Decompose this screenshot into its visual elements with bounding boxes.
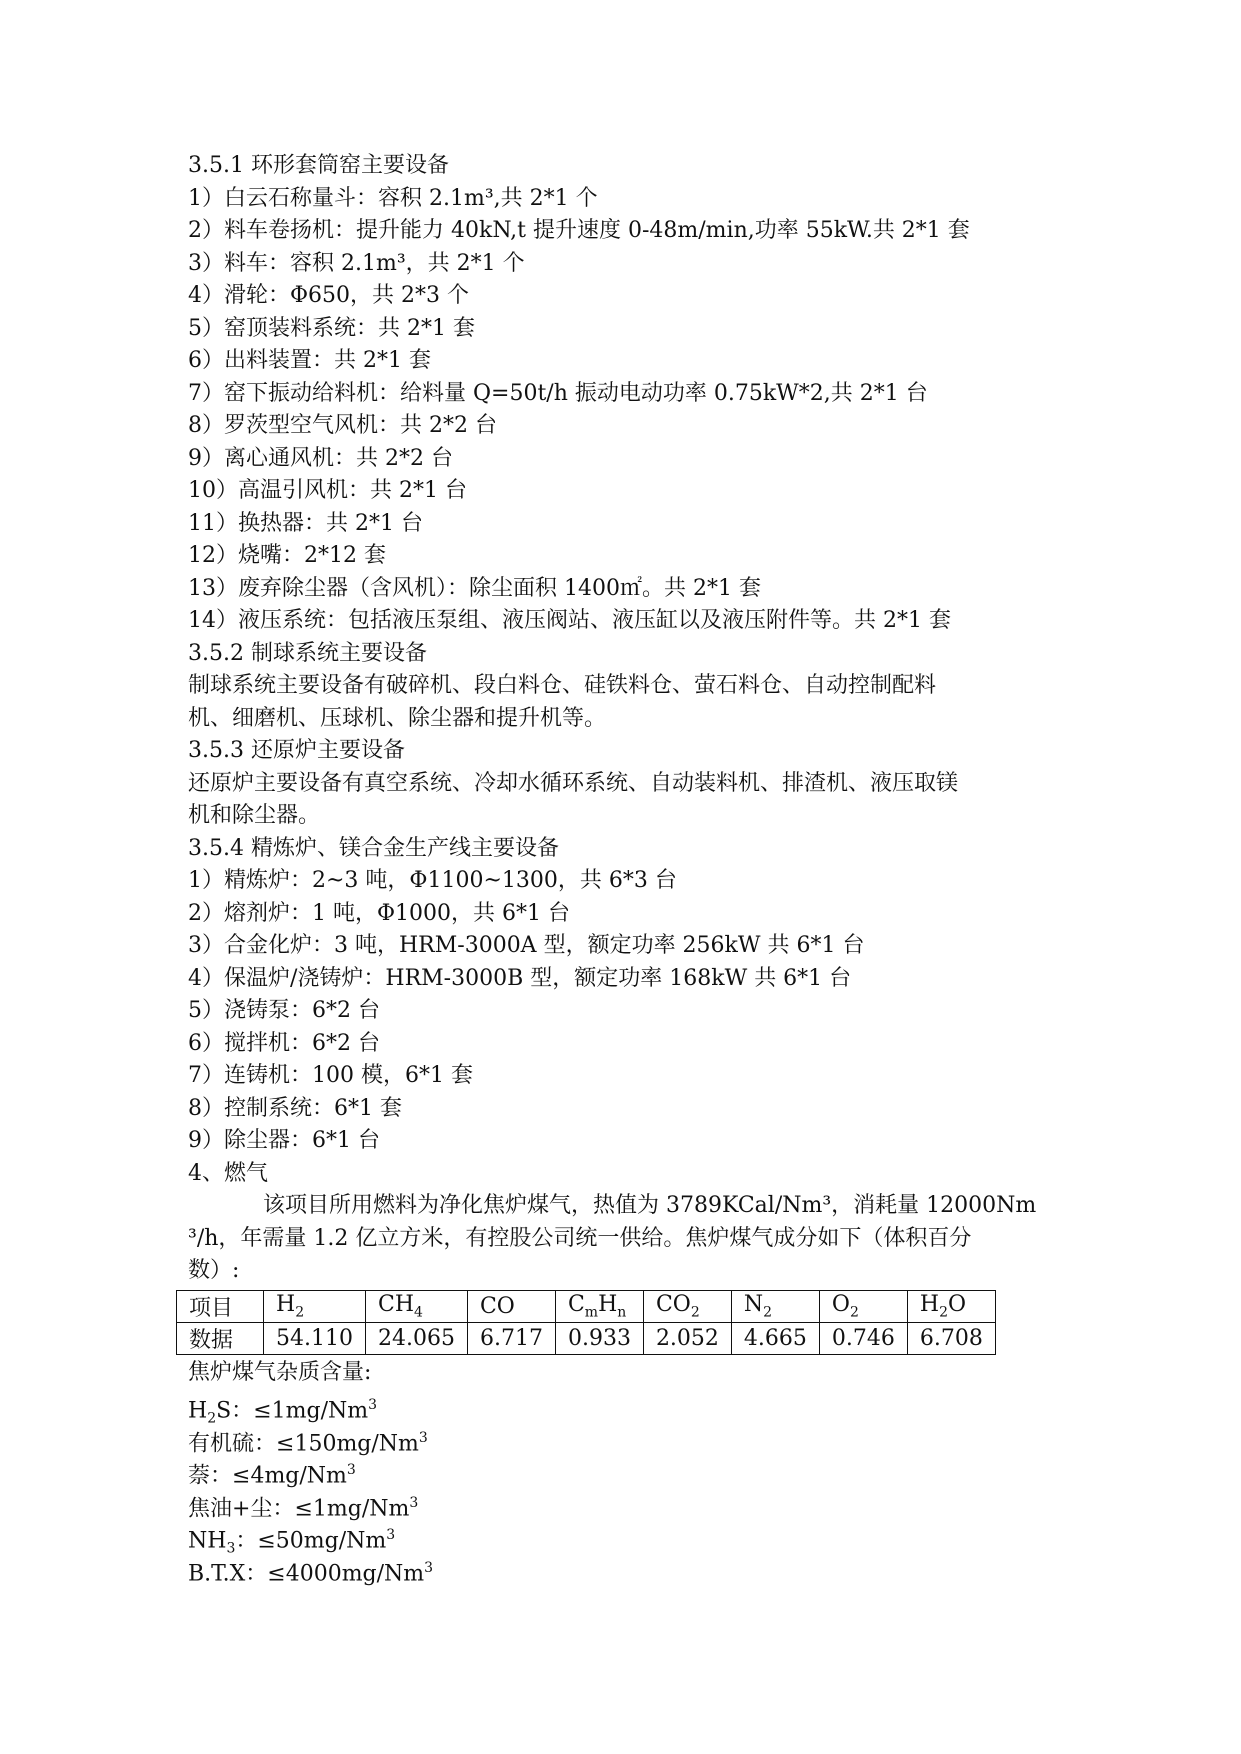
table-row-label: 数据 — [177, 1322, 264, 1354]
formula-base: CO — [479, 1293, 515, 1319]
formula-sub: m — [584, 1304, 599, 1321]
table-cell: 6.717 — [467, 1322, 555, 1354]
formula-sub: 3 — [226, 1540, 236, 1557]
formula-sub: 2 — [295, 1304, 305, 1321]
impurity-label: B.T.X： — [188, 1560, 268, 1586]
formula-sub: 2 — [690, 1304, 700, 1321]
table-header-label: 项目 — [177, 1290, 264, 1322]
list-item — [188, 1422, 1088, 1455]
impurity-label: 有机硫： — [188, 1430, 277, 1456]
section-heading-3-5-1: 3.5.1 环形套筒窑主要设备 — [188, 153, 449, 178]
table-cell: 54.110 — [264, 1322, 366, 1354]
impurity-label: S： — [216, 1398, 254, 1424]
impurity-label: 焦油+尘： — [188, 1495, 295, 1521]
impurity-list — [188, 1389, 1088, 1584]
list-item — [188, 1454, 1088, 1487]
table-cell: 4.665 — [731, 1322, 819, 1354]
table-header-cell — [555, 1290, 643, 1322]
paragraph-3-5-2: 制球系统主要设备有破碎机、段白料仓、硅铁料仓、萤石料仓、自动控制配料机、细磨机、压球机、除尘器和提升机等。 — [188, 673, 937, 731]
gas-composition-table — [176, 1290, 996, 1355]
impurity-label: 萘： — [188, 1463, 233, 1489]
document-page — [188, 150, 1088, 1584]
table-header-cell — [264, 1290, 366, 1322]
list-item: 6）搅拌机：6*2 台 — [188, 1030, 380, 1056]
table-cell: 0.746 — [819, 1322, 907, 1354]
paragraph-line: 数）: — [188, 1258, 240, 1283]
list-item: 1）精炼炉：2~3 吨，Φ1100~1300，共 6*3 台 — [188, 868, 677, 893]
list-item: 13）废弃除尘器（含风机）：除尘面积 1400㎡。共 2*1 套 — [188, 575, 761, 601]
impurity-heading: 焦炉煤气杂质含量: — [188, 1359, 372, 1385]
formula-base: H — [919, 1291, 940, 1317]
formula-base: O — [948, 1291, 967, 1317]
list-item — [188, 1519, 1088, 1557]
list-item — [188, 1552, 1088, 1585]
list-item: 3）料车：容积 2.1m³，共 2*1 个 — [188, 250, 525, 276]
formula-base: O — [831, 1291, 850, 1317]
unit-sup: 3 — [418, 1429, 428, 1446]
table-header-row — [177, 1290, 996, 1322]
list-item: 2）熔剂炉：1 吨，Φ1000，共 6*1 台 — [188, 900, 570, 926]
list-item: 7）窑下振动给料机：给料量 Q=50t/h 振动电动功率 0.75kW*2,共 2*1 台 — [188, 380, 928, 406]
table-header-cell — [907, 1290, 995, 1322]
list-item: 2）料车卷扬机：提升能力 40kN,t 提升速度 0-48m/min,功率 55kW.共 2*1 套 — [188, 218, 970, 243]
list-item: 5）浇铸泵：6*2 台 — [188, 998, 380, 1023]
equipment-list-3-5-1 — [188, 183, 1088, 638]
table-cell: 6.708 — [907, 1322, 995, 1354]
impurity-value: ≤150mg/Nm — [276, 1430, 419, 1456]
gas-paragraph — [188, 1190, 1088, 1288]
list-item: 1）白云石称量斗：容积 2.1m³,共 2*1 个 — [188, 185, 598, 211]
formula-base: CH — [377, 1291, 415, 1317]
list-item: 11）换热器：共 2*1 台 — [188, 510, 423, 536]
list-item: 5）窑顶装料系统：共 2*1 套 — [188, 315, 475, 341]
list-item: 6）出料装置：共 2*1 套 — [188, 348, 431, 373]
list-item: 12）烧嘴：2*12 套 — [188, 543, 386, 568]
section-heading-3-5-3: 3.5.3 还原炉主要设备 — [188, 738, 405, 763]
formula-base: H — [598, 1291, 618, 1317]
table-cell: 24.065 — [365, 1322, 467, 1354]
list-item: 7）连铸机：100 模，6*1 套 — [188, 1063, 473, 1088]
formula-base: H — [276, 1291, 296, 1317]
paragraph-line: 该项目所用燃料为净化焦炉煤气，热值为 3789KCal/Nm³，消耗量 12000Nm — [263, 1193, 1037, 1218]
formula-sub: 2 — [763, 1304, 773, 1321]
section-heading-3-5-2: 3.5.2 制球系统主要设备 — [188, 640, 427, 666]
list-item: 3）合金化炉：3 吨，HRM-3000A 型，额定功率 256kW 共 6*1 台 — [188, 933, 865, 958]
formula-base: N — [743, 1291, 764, 1317]
formula-sub: n — [617, 1304, 627, 1321]
table-header-cell — [819, 1290, 907, 1322]
list-item: 14）液压系统：包括液压泵组、液压阀站、液压缸以及液压附件等。共 2*1 套 — [188, 608, 951, 633]
impurity-value: ≤1mg/Nm — [294, 1495, 410, 1521]
equipment-list-3-5-4 — [188, 865, 1088, 1158]
unit-sup: 3 — [409, 1494, 419, 1511]
list-item: 10）高温引风机：共 2*1 台 — [188, 478, 467, 503]
table-row — [177, 1322, 996, 1354]
impurity-value: ≤4000mg/Nm — [267, 1560, 425, 1586]
impurity-value: ≤50mg/Nm — [257, 1528, 387, 1554]
formula-base: H — [188, 1398, 208, 1424]
section-heading-4: 4、燃气 — [188, 1160, 268, 1186]
list-item: 9）除尘器：6*1 台 — [188, 1128, 380, 1153]
formula-sub: 4 — [414, 1304, 423, 1321]
list-item: 8）罗茨型空气风机：共 2*2 台 — [188, 413, 497, 438]
formula-sub: 2 — [939, 1304, 948, 1321]
formula-base: CO — [655, 1291, 691, 1317]
impurity-label: ： — [235, 1528, 258, 1554]
table-cell: 0.933 — [555, 1322, 643, 1354]
list-item — [188, 1389, 1088, 1427]
paragraph-3-5-3: 还原炉主要设备有真空系统、冷却水循环系统、自动装料机、排渣机、液压取镁机和除尘器。 — [188, 770, 959, 828]
unit-sup: 3 — [386, 1527, 396, 1543]
table-header-cell — [643, 1290, 731, 1322]
list-item — [188, 1487, 1088, 1520]
unit-sup: 3 — [346, 1462, 356, 1478]
formula-sub: 2 — [849, 1304, 859, 1321]
paragraph-line: ³/h，年需量 1.2 亿立方米，有控股公司统一供给。焦炉煤气成分如下（体积百分 — [188, 1225, 972, 1251]
unit-sup: 3 — [368, 1397, 378, 1413]
unit-sup: 3 — [424, 1559, 434, 1576]
list-item: 4）滑轮：Φ650，共 2*3 个 — [188, 283, 470, 308]
list-item: 4）保温炉/浇铸炉：HRM-3000B 型，额定功率 168kW 共 6*1 台 — [188, 965, 852, 991]
table-header-cell — [731, 1290, 819, 1322]
impurity-value: ≤1mg/Nm — [253, 1398, 369, 1424]
formula-base: C — [567, 1291, 585, 1317]
impurity-value: ≤4mg/Nm — [232, 1463, 347, 1489]
table-header-cell — [467, 1290, 555, 1322]
list-item: 8）控制系统：6*1 套 — [188, 1095, 402, 1121]
table-header-cell — [365, 1290, 467, 1322]
formula-base: NH — [188, 1528, 227, 1554]
list-item: 9）离心通风机：共 2*2 台 — [188, 445, 453, 471]
table-cell: 2.052 — [643, 1322, 731, 1354]
formula-sub: 2 — [207, 1410, 217, 1427]
section-heading-3-5-4: 3.5.4 精炼炉、镁合金生产线主要设备 — [188, 835, 559, 861]
